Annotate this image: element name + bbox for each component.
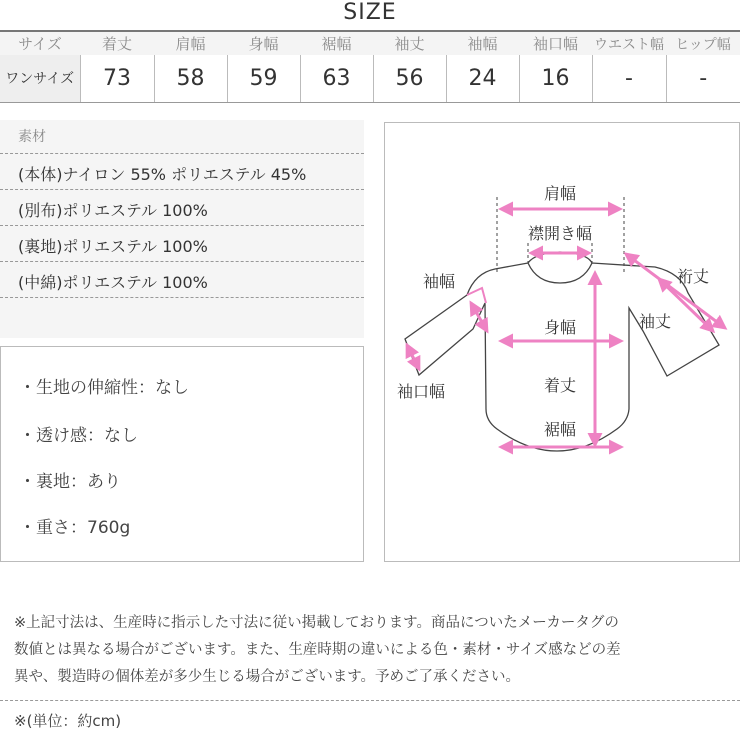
cell-hem-width: 63 [300, 55, 373, 102]
material-section [0, 120, 364, 338]
header-hip-width: ヒップ幅 [666, 31, 740, 55]
label-body-width: 身幅 [543, 318, 577, 337]
cell-length: 73 [80, 55, 154, 102]
material-item: (裏地)ポリエステル 100% [18, 237, 208, 256]
divider [0, 189, 364, 190]
material-item: (中綿)ポリエステル 100% [18, 273, 208, 292]
material-item: (本体)ナイロン 55% ポリエステル 45% [18, 165, 307, 184]
cell-cuff-width: 16 [519, 55, 592, 102]
divider [0, 153, 364, 154]
label-yuki: 裄丈 [677, 267, 710, 286]
header-shoulder: 肩幅 [154, 31, 227, 55]
garment-diagram-svg [385, 123, 740, 563]
disclaimer-line: 異や、製造時の個体差が多少生じる場合がございます。予めご了承ください。 [14, 669, 521, 685]
label-neck: 襟開き幅 [527, 224, 593, 243]
label-sleeve-length: 袖丈 [639, 312, 672, 331]
label-length: 着丈 [543, 376, 577, 395]
divider [0, 700, 740, 701]
label-shoulder: 肩幅 [543, 184, 577, 203]
material-item: (別布)ポリエステル 100% [18, 201, 208, 220]
cell-hip-width: - [666, 55, 740, 102]
cell-sleeve-width: 24 [446, 55, 519, 102]
cuff-arrow [407, 345, 419, 369]
divider [0, 225, 364, 226]
feature-lining: ・裏地：あり [19, 472, 121, 492]
header-hem-width: 裾幅 [300, 31, 373, 55]
cell-sleeve-length: 56 [373, 55, 446, 102]
cell-shoulder: 58 [154, 55, 227, 102]
feature-weight: ・重さ：760g [19, 518, 131, 538]
header-sleeve-length: 袖丈 [373, 31, 446, 55]
header-cuff-width: 袖口幅 [519, 31, 592, 55]
disclaimer-line: ※上記寸法は、生産時に指示した寸法に従い掲載しております。商品についたメーカータグの [14, 615, 619, 631]
label-hem: 裾幅 [543, 420, 577, 439]
cell-waist-width: - [592, 55, 666, 102]
size-table [0, 30, 740, 103]
measurement-diagram [384, 122, 740, 562]
divider [0, 261, 364, 262]
features-section [0, 346, 364, 562]
feature-sheerness: ・透け感：なし [19, 426, 138, 446]
header-waist-width: ウエスト幅 [592, 31, 666, 55]
header-body-width: 身幅 [227, 31, 300, 55]
divider [0, 297, 364, 298]
disclaimer-line: 数値とは異なる場合がございます。また、生産時期の違いによる色・素材・サイズ感などの差 [14, 642, 621, 658]
row-size-label: ワンサイズ [0, 55, 80, 102]
size-table-header [0, 31, 740, 55]
header-length: 着丈 [80, 31, 154, 55]
material-label: 素材 [18, 129, 46, 145]
label-cuff: 袖口幅 [397, 382, 446, 401]
size-title: SIZE [343, 0, 397, 25]
cell-body-width: 59 [227, 55, 300, 102]
unit-note: ※(単位：約cm) [14, 712, 122, 730]
label-sleeve-width: 袖幅 [423, 272, 456, 291]
header-sleeve-width: 袖幅 [446, 31, 519, 55]
feature-stretch: ・生地の伸縮性：なし [19, 378, 189, 398]
header-size: サイズ [0, 31, 80, 55]
table-row [0, 55, 740, 102]
